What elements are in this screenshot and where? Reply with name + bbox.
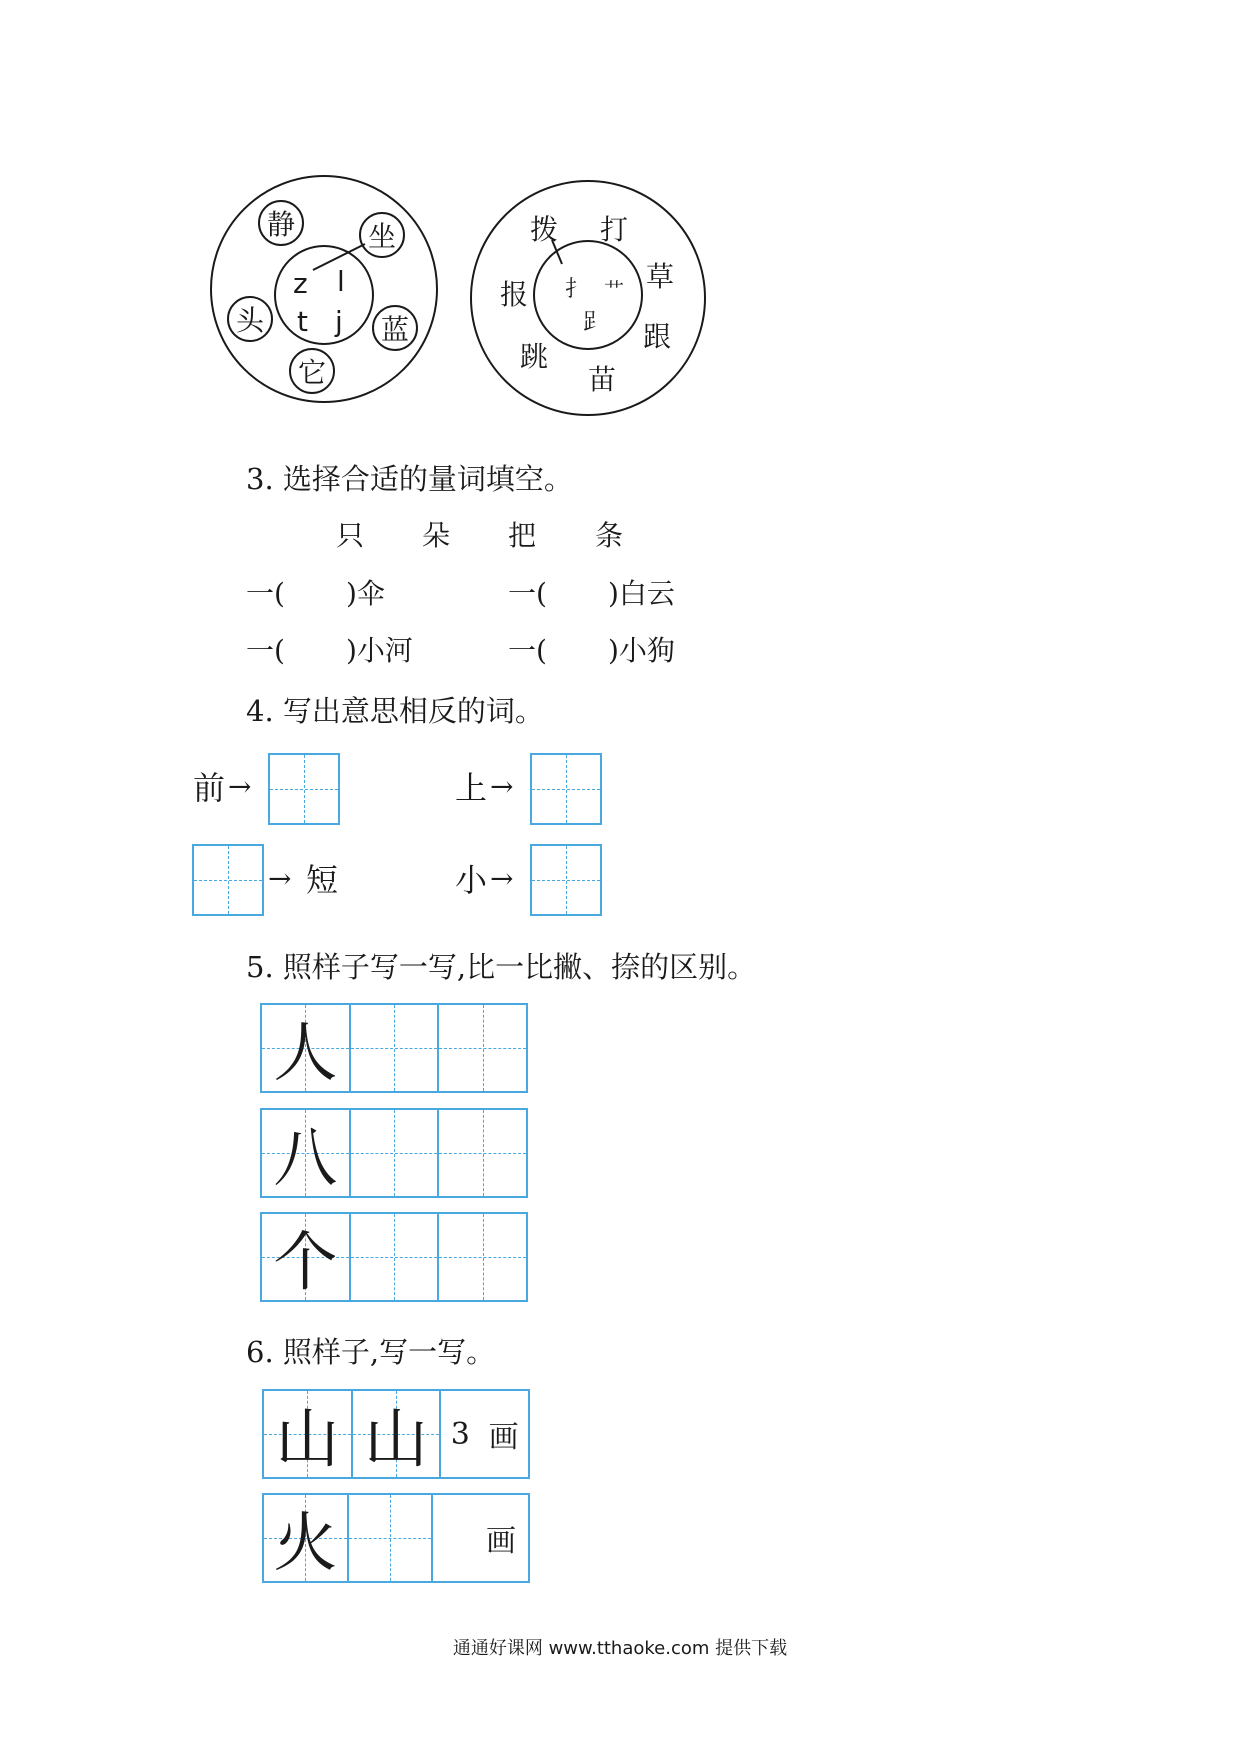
model-char: 火 bbox=[273, 1507, 338, 1581]
option-word: 只 bbox=[336, 519, 365, 552]
radical: 扌 bbox=[565, 277, 588, 302]
blank-suffix: )白云 bbox=[608, 577, 675, 610]
practice-row bbox=[260, 1108, 528, 1198]
model-char: 八 bbox=[273, 1122, 338, 1196]
stroke-unit: 画 bbox=[488, 1420, 519, 1455]
practice-cell[interactable] bbox=[351, 1005, 440, 1091]
question-4-title: 4. 写出意思相反的词。 bbox=[246, 694, 544, 728]
outer-char: 苗 bbox=[588, 363, 617, 396]
footer-credit: 通通好课网 www.tthaoke.com 提供下载 bbox=[452, 1638, 788, 1659]
model-cell bbox=[262, 1005, 351, 1091]
blank-prefix: 一( bbox=[508, 634, 547, 667]
practice-cell[interactable] bbox=[351, 1110, 440, 1196]
outer-char: 打 bbox=[600, 213, 629, 246]
copy-char: 山 bbox=[364, 1403, 428, 1477]
blank-suffix: )伞 bbox=[346, 577, 385, 610]
option-word: 条 bbox=[595, 519, 624, 552]
question-5-title: 5. 照样子写一写,比一比撇、捺的区别。 bbox=[246, 950, 757, 984]
model-cell bbox=[264, 1391, 353, 1477]
copy-cell[interactable] bbox=[353, 1391, 442, 1477]
outer-char: 跳 bbox=[520, 340, 549, 373]
practice-row bbox=[260, 1212, 528, 1302]
practice-cell[interactable] bbox=[439, 1110, 526, 1196]
antonym-word: 短 bbox=[306, 861, 339, 899]
char-circle: 头 bbox=[227, 296, 273, 342]
connector-line bbox=[0, 0, 1240, 420]
outer-char: 拨 bbox=[530, 213, 559, 246]
antonym-word: 前 bbox=[193, 769, 226, 807]
outer-char: 报 bbox=[500, 278, 529, 311]
practice-cell[interactable] bbox=[351, 1214, 440, 1300]
question-6-title: 6. 照样子,写一写。 bbox=[246, 1335, 496, 1369]
model-char: 人 bbox=[273, 1017, 338, 1091]
initial-letter: l bbox=[337, 265, 345, 298]
antonym-word: 小 bbox=[455, 861, 488, 899]
radical: 艹 bbox=[604, 278, 624, 302]
outer-char: 跟 bbox=[643, 320, 672, 353]
char-circle: 蓝 bbox=[372, 305, 418, 351]
arrow-icon: → bbox=[490, 770, 514, 803]
blank-prefix: 一( bbox=[246, 634, 285, 667]
blank-prefix: 一( bbox=[508, 577, 547, 610]
arrow-icon: → bbox=[268, 862, 292, 895]
model-cell bbox=[262, 1110, 351, 1196]
initial-letter: t bbox=[297, 305, 308, 338]
answer-grid[interactable] bbox=[268, 753, 340, 825]
char-circle: 它 bbox=[289, 348, 335, 394]
initial-letter: z bbox=[293, 267, 308, 300]
initial-letter: j bbox=[335, 305, 343, 338]
model-cell bbox=[262, 1214, 351, 1300]
answer-grid[interactable] bbox=[192, 844, 264, 916]
copy-cell[interactable] bbox=[349, 1495, 434, 1581]
stroke-count: 3 bbox=[450, 1416, 470, 1452]
radical: 𧾷 bbox=[583, 310, 606, 335]
char-circle: 静 bbox=[258, 200, 304, 246]
answer-grid[interactable] bbox=[530, 753, 602, 825]
arrow-icon: → bbox=[228, 770, 252, 803]
outer-char: 草 bbox=[646, 260, 675, 293]
practice-cell[interactable] bbox=[439, 1214, 526, 1300]
blank-suffix: )小狗 bbox=[608, 634, 675, 667]
antonym-word: 上 bbox=[455, 769, 488, 807]
blank-suffix: )小河 bbox=[346, 634, 413, 667]
stroke-count-cell[interactable] bbox=[433, 1495, 528, 1581]
blank-prefix: 一( bbox=[246, 577, 285, 610]
practice-row bbox=[260, 1003, 528, 1093]
stroke-count-row bbox=[262, 1493, 530, 1583]
arrow-icon: → bbox=[490, 862, 514, 895]
model-char: 山 bbox=[275, 1403, 340, 1477]
model-cell bbox=[264, 1495, 349, 1581]
char-circle: 坐 bbox=[359, 212, 405, 258]
question-3-title: 3. 选择合适的量词填空。 bbox=[246, 462, 573, 496]
practice-cell[interactable] bbox=[439, 1005, 526, 1091]
option-word: 朵 bbox=[422, 519, 451, 552]
stroke-unit: 画 bbox=[486, 1524, 517, 1559]
answer-grid[interactable] bbox=[530, 844, 602, 916]
model-char: 个 bbox=[273, 1226, 338, 1300]
stroke-count-row bbox=[262, 1389, 530, 1479]
option-word: 把 bbox=[508, 519, 537, 552]
stroke-count-cell[interactable] bbox=[441, 1391, 528, 1477]
